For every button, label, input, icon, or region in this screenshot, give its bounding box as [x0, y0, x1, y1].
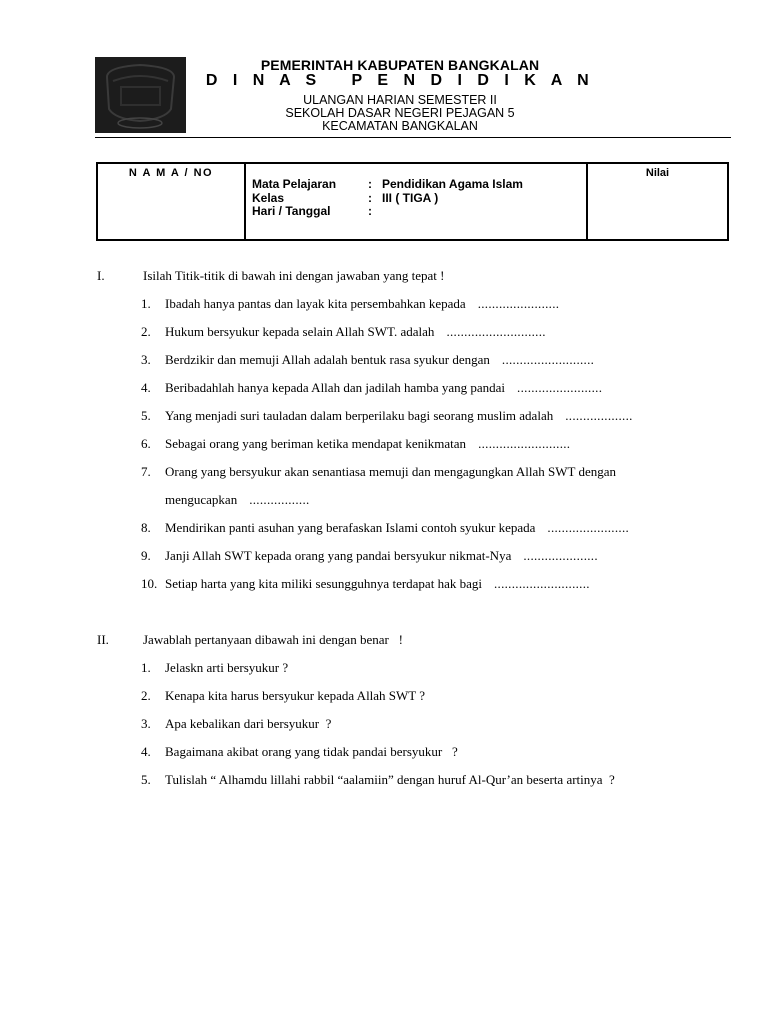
q4-text: Beribadahlah hanya kepada Allah dan jadilah hamba yang pandai ........................ [165, 380, 603, 395]
section-1-number: I. [97, 268, 105, 283]
q2-answer-blank[interactable]: ............................ [446, 324, 546, 339]
q6-text: Sebagai orang yang beriman ketika mendapat kenikmatan .......................... [165, 436, 571, 451]
q7-answer-blank[interactable]: ................. [249, 492, 310, 507]
essay-q3-text: Apa kebalikan dari bersyukur ? [165, 716, 332, 731]
date-sep: : [368, 204, 372, 218]
q8-text: Mendirikan panti asuhan yang berafaskan Islami contoh syukur kepada ....................... [165, 520, 630, 535]
essay-q3-number: 3. [141, 716, 151, 731]
header-government: PEMERINTAH KABUPATEN BANGKALAN [260, 57, 540, 73]
section-2-instruction: Jawablah pertanyaan dibawah ini dengan benar ! [143, 632, 403, 647]
essay-q4-number: 4. [141, 744, 151, 759]
essay-q1-number: 1. [141, 660, 151, 675]
q7-number: 7. [141, 464, 151, 479]
q5-number: 5. [141, 408, 151, 423]
student-info-table [96, 162, 729, 241]
section-1-instruction: Isilah Titik-titik di bawah ini dengan jawaban yang tepat ! [143, 268, 445, 283]
essay-q5-number: 5. [141, 772, 151, 787]
subject-row [252, 177, 523, 191]
q9-number: 9. [141, 548, 151, 563]
class-row [252, 191, 438, 205]
q2-number: 2. [141, 324, 151, 339]
regency-logo [95, 57, 186, 133]
essay-q4-text: Bagaimana akibat orang yang tidak pandai bersyukur ? [165, 744, 458, 759]
q5-answer-blank[interactable]: ................... [565, 408, 633, 423]
q4-answer-blank[interactable]: ........................ [517, 380, 603, 395]
essay-q1-text: Jelaskn arti bersyukur ? [165, 660, 289, 675]
q10-text: Setiap harta yang kita miliki sesungguhnya terdapat hak bagi ........................... [165, 576, 590, 591]
subject-sep: : [368, 177, 372, 191]
name-label: N A M A / NO [128, 167, 214, 179]
q3-number: 3. [141, 352, 151, 367]
header-exam-title: ULANGAN HARIAN SEMESTER II [303, 93, 497, 107]
subject-value: Pendidikan Agama Islam [382, 177, 523, 191]
q5-text: Yang menjadi suri tauladan dalam berperilaku bagi seorang muslim adalah ................... [165, 408, 633, 423]
class-sep: : [368, 191, 372, 205]
class-value: III ( TIGA ) [382, 191, 439, 205]
header-department: D I N A S P E N D I D I K A N [205, 72, 595, 89]
score-cell[interactable] [588, 164, 727, 239]
q6-number: 6. [141, 436, 151, 451]
q7-continuation: mengucapkan ................. [165, 492, 310, 507]
q7-text: Orang yang bersyukur akan senantiasa memuji dan mengagungkan Allah SWT dengan [165, 464, 617, 479]
q10-answer-blank[interactable]: ........................... [493, 576, 590, 591]
crest-emblem-icon [95, 57, 186, 133]
date-row [252, 204, 382, 218]
q2-text: Hukum bersyukur kepada selain Allah SWT. adalah ............................ [165, 324, 546, 339]
q10-number: 10. [141, 576, 158, 591]
q1-answer-blank[interactable]: ....................... [477, 296, 560, 311]
essay-q2-number: 2. [141, 688, 151, 703]
essay-q5-text: Tulislah “ Alhamdu lillahi rabbil “aalamiin” dengan huruf Al-Qur’an beserta artinya ? [165, 772, 615, 787]
score-label: Nilai [645, 167, 670, 179]
q1-text: Ibadah hanya pantas dan layak kita persembahkan kepada ....................... [165, 296, 560, 311]
subject-cell [246, 164, 588, 239]
q3-text: Berdzikir dan memuji Allah adalah bentuk rasa syukur dengan .......................... [165, 352, 595, 367]
header-district: KECAMATAN BANGKALAN [322, 119, 478, 133]
essay-q2-text: Kenapa kita harus bersyukur kepada Allah SWT ? [165, 688, 426, 703]
date-key: Hari / Tanggal [252, 204, 331, 218]
subject-key: Mata Pelajaran [252, 177, 337, 191]
q6-answer-blank[interactable]: .......................... [478, 436, 571, 451]
q8-answer-blank[interactable]: ....................... [547, 520, 630, 535]
q9-answer-blank[interactable]: ..................... [523, 548, 598, 563]
section-2-number: II. [97, 632, 109, 647]
q1-number: 1. [141, 296, 151, 311]
q8-number: 8. [141, 520, 151, 535]
q4-number: 4. [141, 380, 151, 395]
class-key: Kelas [252, 191, 285, 205]
q9-text: Janji Allah SWT kepada orang yang pandai bersyukur nikmat-Nya ..................... [165, 548, 598, 563]
header-divider [95, 137, 731, 138]
name-cell[interactable] [98, 164, 246, 239]
q3-answer-blank[interactable]: .......................... [501, 352, 595, 367]
header-school: SEKOLAH DASAR NEGERI PEJAGAN 5 [285, 106, 515, 120]
